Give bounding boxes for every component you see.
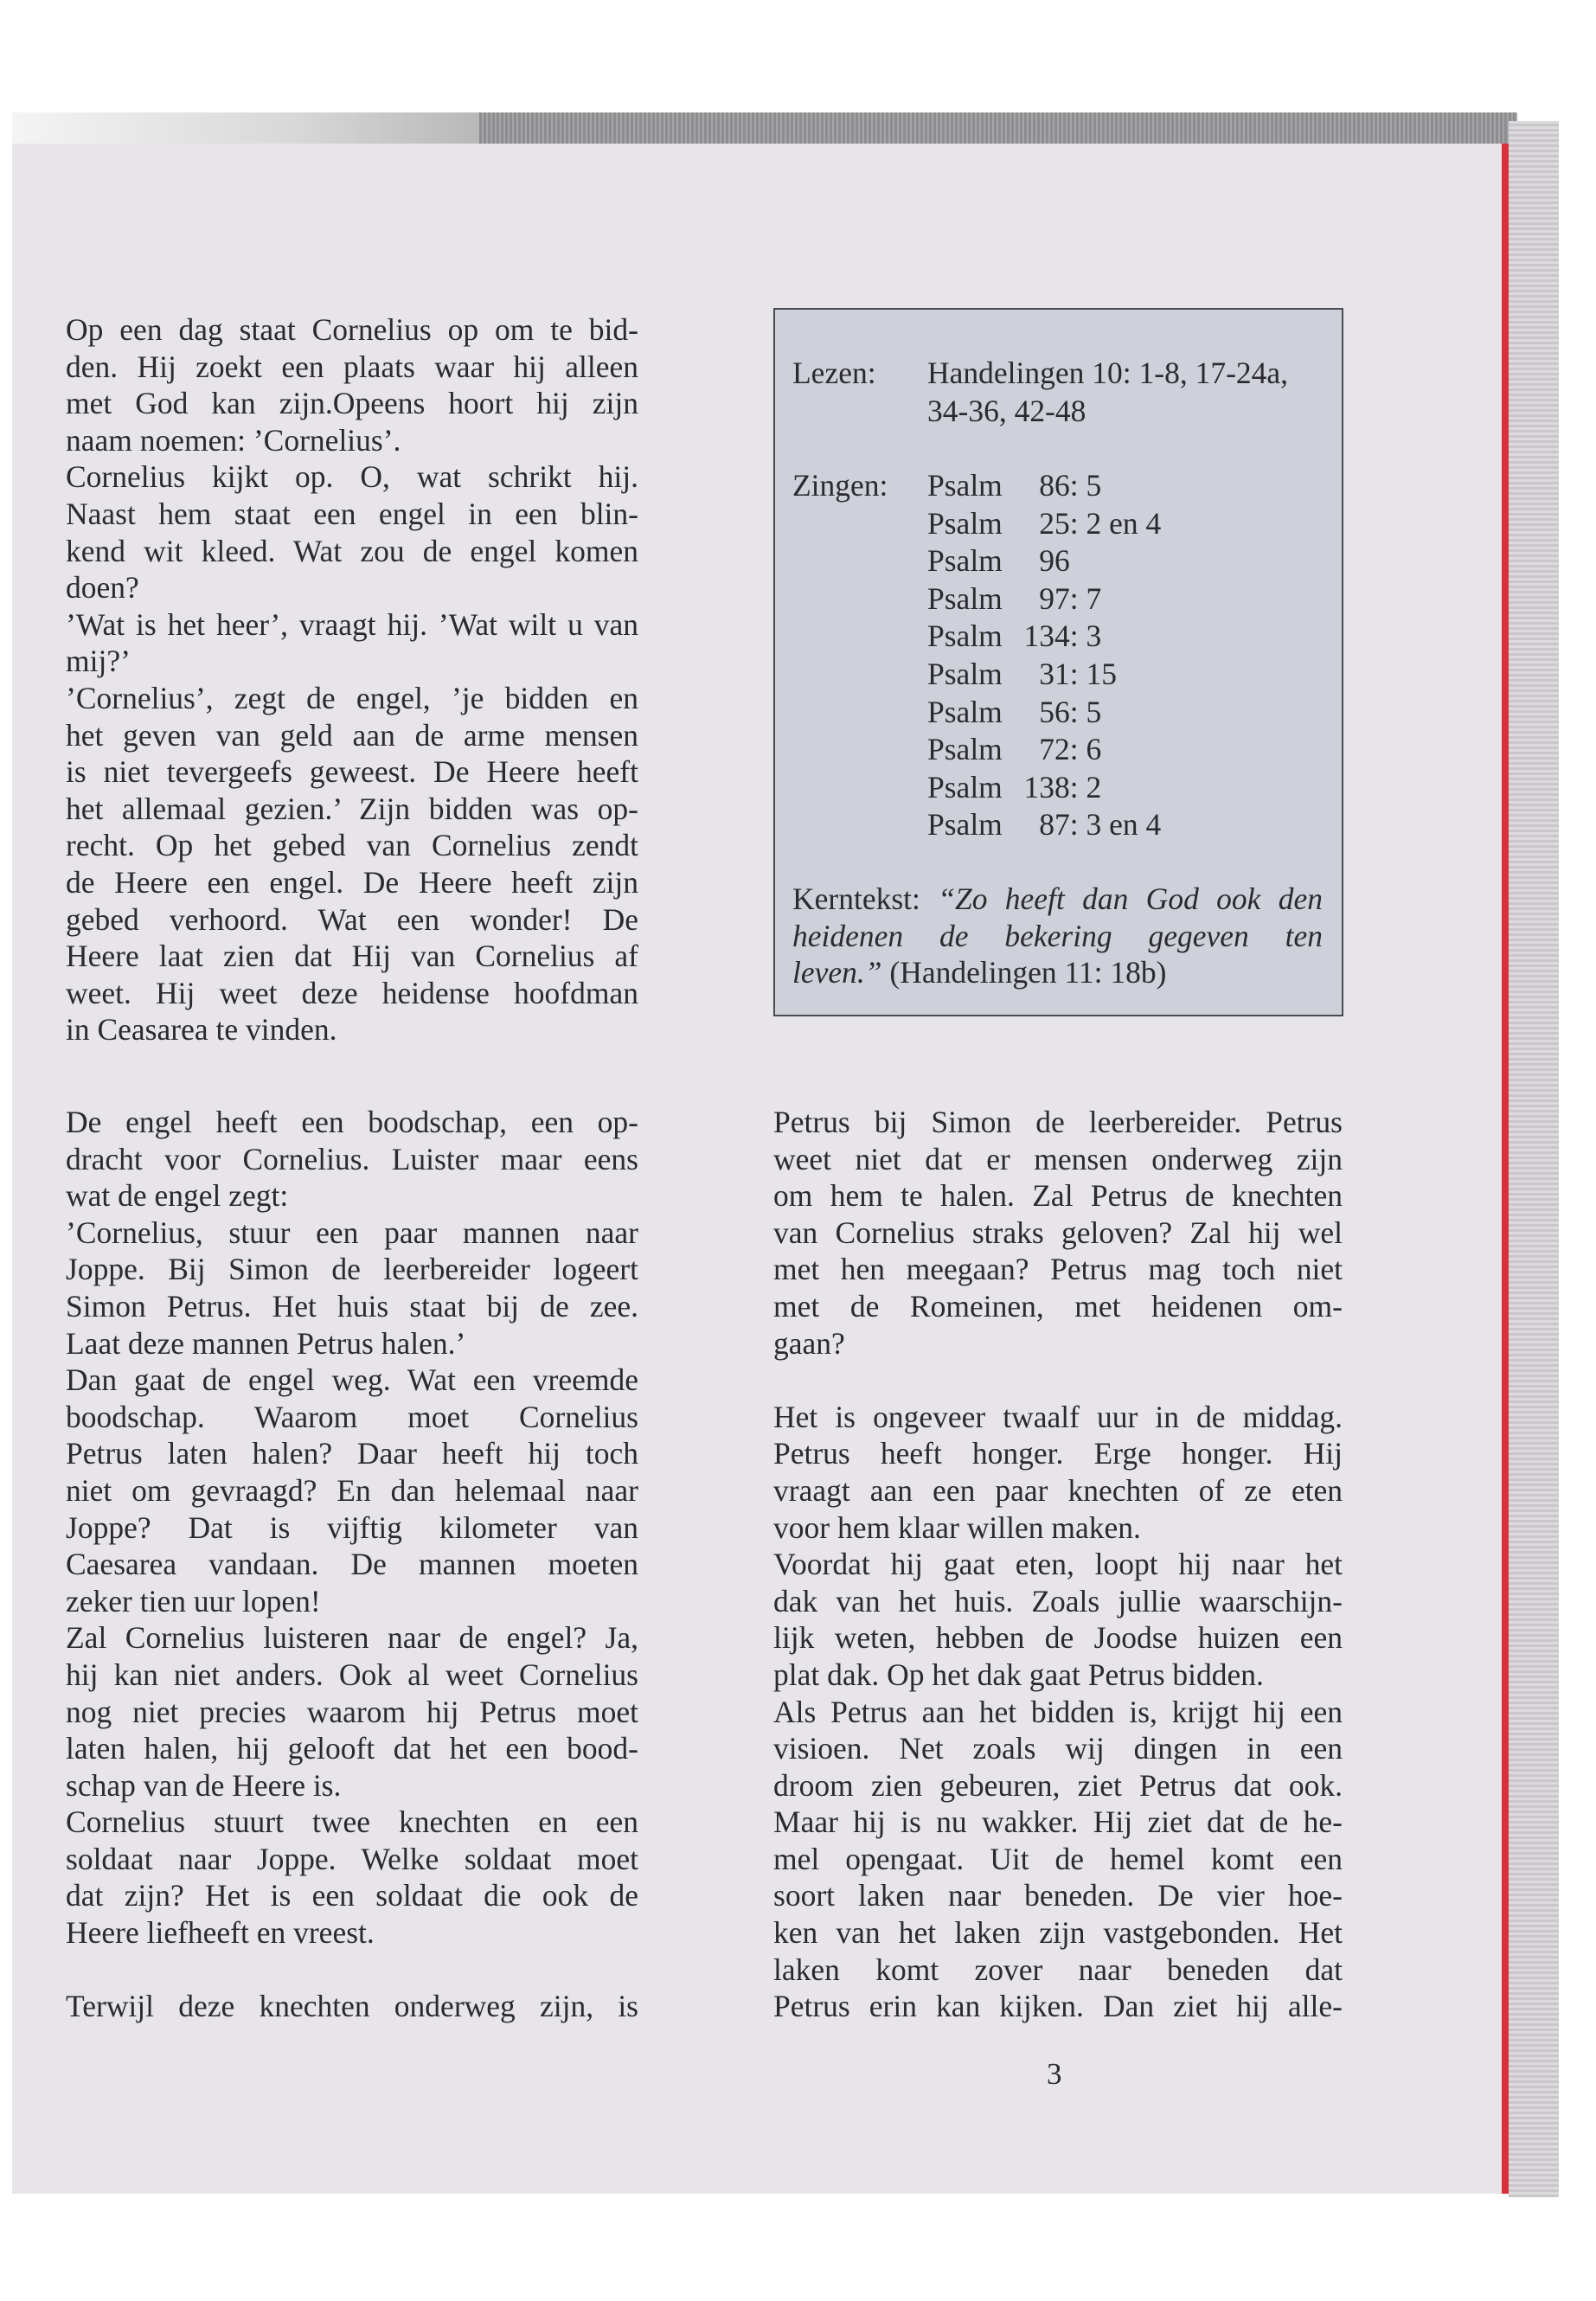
psalm-number: 97	[1039, 580, 1070, 616]
text-line: Petrus laten halen? Daar heeft hij toch	[66, 1436, 638, 1471]
psalm-item	[927, 467, 1161, 505]
psalm-number: 87	[1039, 807, 1070, 843]
text-line: nog niet precies waarom hij Petrus moet	[66, 1694, 638, 1729]
page-number: 3	[1047, 2057, 1062, 2091]
psalm-verses: : 2 en 4	[1069, 505, 1162, 541]
key-text-line	[792, 954, 1323, 991]
text-line: ken van het laken zijn vastgebonden. Het	[773, 1915, 1343, 1951]
psalm-book: Psalm	[927, 769, 1003, 804]
text-line: de Heere een engel. De Heere heeft zijn	[66, 864, 638, 900]
text-line: Simon Petrus. Het huis staat bij de zee.	[66, 1288, 638, 1324]
psalm-book: Psalm	[927, 656, 1003, 691]
paragraph-gap	[66, 1952, 638, 1989]
psalm-book: Psalm	[927, 468, 1003, 503]
key-text-line	[792, 881, 1323, 918]
psalm-verses: : 3	[1069, 619, 1102, 654]
key-text	[792, 881, 1323, 991]
text-line: ’Cornelius, stuur een paar mannen naar	[66, 1215, 638, 1250]
sing-label: Zingen:	[792, 468, 888, 503]
paragraph-gap	[773, 1362, 1343, 1399]
reading-info-box	[773, 308, 1343, 1016]
text-line: Laat deze mannen Petrus halen.’	[66, 1325, 466, 1361]
text-line: Heere liefheeft en vreest.	[66, 1915, 375, 1951]
psalm-book: Psalm	[927, 580, 1003, 616]
psalm-number: 56	[1039, 694, 1070, 729]
text-line: wat de engel zegt:	[66, 1178, 289, 1214]
text-line: laten halen, hij gelooft dat het een bood-	[66, 1731, 638, 1766]
text-line: het geven van geld aan de arme mensen	[66, 717, 638, 753]
read-label: Lezen:	[792, 356, 876, 390]
psalm-list	[927, 467, 1161, 844]
psalm-item	[927, 542, 1161, 580]
text-line: visioen. Net zoals wij dingen in een	[773, 1731, 1343, 1766]
text-line: mij?’	[66, 644, 131, 679]
key-quote: “Zo heeft dan God ook den	[938, 881, 1323, 916]
psalm-verses: : 3 en 4	[1069, 807, 1162, 843]
psalm-book: Psalm	[927, 619, 1003, 654]
text-line: voor hem klaar willen maken.	[773, 1509, 1141, 1545]
text-line: De engel heeft een boodschap, een op-	[66, 1105, 638, 1139]
psalm-number: 25	[1039, 505, 1070, 541]
text-line: om hem te halen. Zal Petrus de knechten	[773, 1178, 1343, 1214]
psalm-item	[927, 769, 1161, 807]
text-line: dat zijn? Het is een soldaat die ook de	[66, 1878, 638, 1913]
text-line: mel opengaat. Uit de hemel komt een	[773, 1841, 1343, 1876]
psalm-book: Psalm	[927, 505, 1003, 541]
text-line: Dan gaat de engel weg. Wat een vreemde	[66, 1362, 638, 1398]
text-line: hij kan niet anders. Ook al weet Cornelius	[66, 1657, 638, 1692]
text-line: Cornelius kijkt op. O, wat schrikt hij.	[66, 459, 638, 495]
read-line: 34-36, 42-48	[927, 393, 1086, 428]
psalm-number: 31	[1039, 656, 1070, 691]
psalm-book: Psalm	[927, 543, 1003, 579]
text-line: Als Petrus aan het bidden is, krijgt hij een	[773, 1694, 1343, 1729]
text-line: lijk weten, hebben de Joodse huizen een	[773, 1620, 1343, 1656]
psalm-book: Psalm	[927, 694, 1003, 729]
text-line: Cornelius stuurt twee knechten en een	[66, 1804, 638, 1840]
psalm-verses: : 6	[1069, 732, 1102, 767]
text-line: doen?	[66, 570, 139, 606]
text-line: zeker tien uur lopen!	[66, 1583, 321, 1618]
left-column-bottom-text	[66, 1104, 638, 2025]
text-line: weet niet dat er mensen onderweg zijn	[773, 1141, 1343, 1176]
read-references	[927, 355, 1288, 430]
psalm-item	[927, 731, 1161, 769]
scanner-edge-highlight	[12, 112, 479, 145]
text-line: Naast hem staat een engel in een blin-	[66, 496, 638, 531]
text-line: schap van de Heere is.	[66, 1767, 342, 1803]
text-line: Het is ongeveer twaalf uur in de middag.	[773, 1399, 1343, 1434]
text-line: Op een dag staat Cornelius op om te bid-	[66, 312, 638, 347]
text-line: vraagt aan een paar knechten of ze eten	[773, 1472, 1343, 1508]
psalm-number: 138	[1023, 769, 1070, 804]
text-line: gebed verhoord. Wat een wonder! De	[66, 901, 638, 937]
text-line: is niet tevergeefs geweest. De Heere heeft	[66, 754, 638, 790]
text-line: boodschap. Waarom moet Cornelius	[66, 1399, 638, 1434]
text-line: ’Cornelius’, zegt de engel, ’je bidden en	[66, 680, 638, 715]
text-line: dracht voor Cornelius. Luister maar eens	[66, 1141, 638, 1176]
psalm-book: Psalm	[927, 732, 1003, 767]
psalm-number: 86	[1039, 468, 1070, 503]
text-line: gaan?	[773, 1325, 845, 1361]
psalm-verses: : 5	[1069, 468, 1102, 503]
psalm-item	[927, 618, 1161, 656]
psalm-item	[927, 656, 1161, 694]
psalm-item	[927, 806, 1161, 844]
text-line: naam noemen: ’Cornelius’.	[66, 422, 401, 458]
text-line: Voordat hij gaat eten, loopt hij naar het	[773, 1547, 1343, 1582]
read-line: Handelingen 10: 1-8, 17-24a,	[927, 356, 1289, 390]
psalm-verses: : 7	[1069, 580, 1102, 616]
text-line: dak van het huis. Zoals jullie waarschijn-	[773, 1583, 1343, 1618]
psalm-book: Psalm	[927, 807, 1003, 843]
left-column-top-text	[66, 311, 638, 1048]
text-line: met de Romeinen, met heidenen om-	[773, 1288, 1343, 1324]
text-line: recht. Op het gebed van Cornelius zendt	[66, 828, 638, 863]
psalm-item	[927, 505, 1161, 543]
text-line: Petrus heeft honger. Erge honger. Hij	[773, 1436, 1343, 1471]
psalm-verses: : 2	[1069, 769, 1102, 804]
text-line: Maar hij is nu wakker. Hij ziet dat de he-	[773, 1804, 1343, 1840]
red-page-edge	[1502, 144, 1509, 2194]
text-line: plat dak. Op het dak gaat Petrus bidden.	[773, 1657, 1264, 1692]
text-line: in Ceasarea te vinden.	[66, 1012, 337, 1048]
text-line: Joppe. Bij Simon de leerbereider logeert	[66, 1252, 638, 1287]
psalm-number: 134	[1023, 619, 1070, 654]
key-quote: heidenen de bekering gegeven ten	[792, 918, 1323, 953]
right-column-text	[773, 1104, 1343, 2025]
key-reference: (Handelingen 11: 18b)	[881, 955, 1167, 990]
book-binding-edge	[1509, 121, 1559, 2197]
psalm-item	[927, 580, 1161, 619]
psalm-item	[927, 694, 1161, 732]
key-text-line	[792, 918, 1323, 955]
text-line: weet. Hij weet deze heidense hoofdman	[66, 975, 638, 1010]
text-line: met hen meegaan? Petrus mag toch niet	[773, 1252, 1343, 1287]
text-line: droom zien gebeuren, ziet Petrus dat ook.	[773, 1767, 1343, 1803]
text-line: Heere laat zien dat Hij van Cornelius af	[66, 939, 638, 974]
text-line: kend wit kleed. Wat zou de engel komen	[66, 533, 638, 568]
text-line: Caesarea vandaan. De mannen moeten	[66, 1547, 638, 1582]
text-line: laken komt zover naar beneden dat	[773, 1952, 1343, 1987]
psalm-number: 96	[1039, 543, 1070, 579]
psalm-number: 72	[1039, 732, 1070, 767]
text-line: het allemaal gezien.’ Zijn bidden was op-	[66, 791, 638, 826]
psalm-verses: : 15	[1069, 656, 1118, 691]
psalm-verses: : 5	[1069, 694, 1102, 729]
text-line: soort laken naar beneden. De vier hoe-	[773, 1878, 1343, 1913]
text-line: van Cornelius straks geloven? Zal hij wel	[773, 1215, 1343, 1250]
text-line: niet om gevraagd? En dan helemaal naar	[66, 1472, 638, 1508]
text-line: den. Hij zoekt een plaats waar hij alleen	[66, 349, 638, 384]
key-label: Kerntekst:	[792, 881, 920, 916]
key-quote: leven.”	[792, 955, 882, 990]
text-line: Zal Cornelius luisteren naar de engel? Ja,	[66, 1620, 638, 1656]
text-line: soldaat naar Joppe. Welke soldaat moet	[66, 1841, 638, 1876]
text-line: Petrus erin kan kijken. Dan ziet hij alle-	[773, 1989, 1343, 2024]
text-line: Petrus bij Simon de leerbereider. Petrus	[773, 1105, 1343, 1139]
text-line: Terwijl deze knechten onderweg zijn, is	[66, 1989, 638, 2024]
text-line: Joppe? Dat is vijftig kilometer van	[66, 1509, 638, 1545]
text-line: ’Wat is het heer’, vraagt hij. ’Wat wilt u van	[66, 606, 638, 642]
text-line: met God kan zijn.Opeens hoort hij zijn	[66, 386, 638, 421]
